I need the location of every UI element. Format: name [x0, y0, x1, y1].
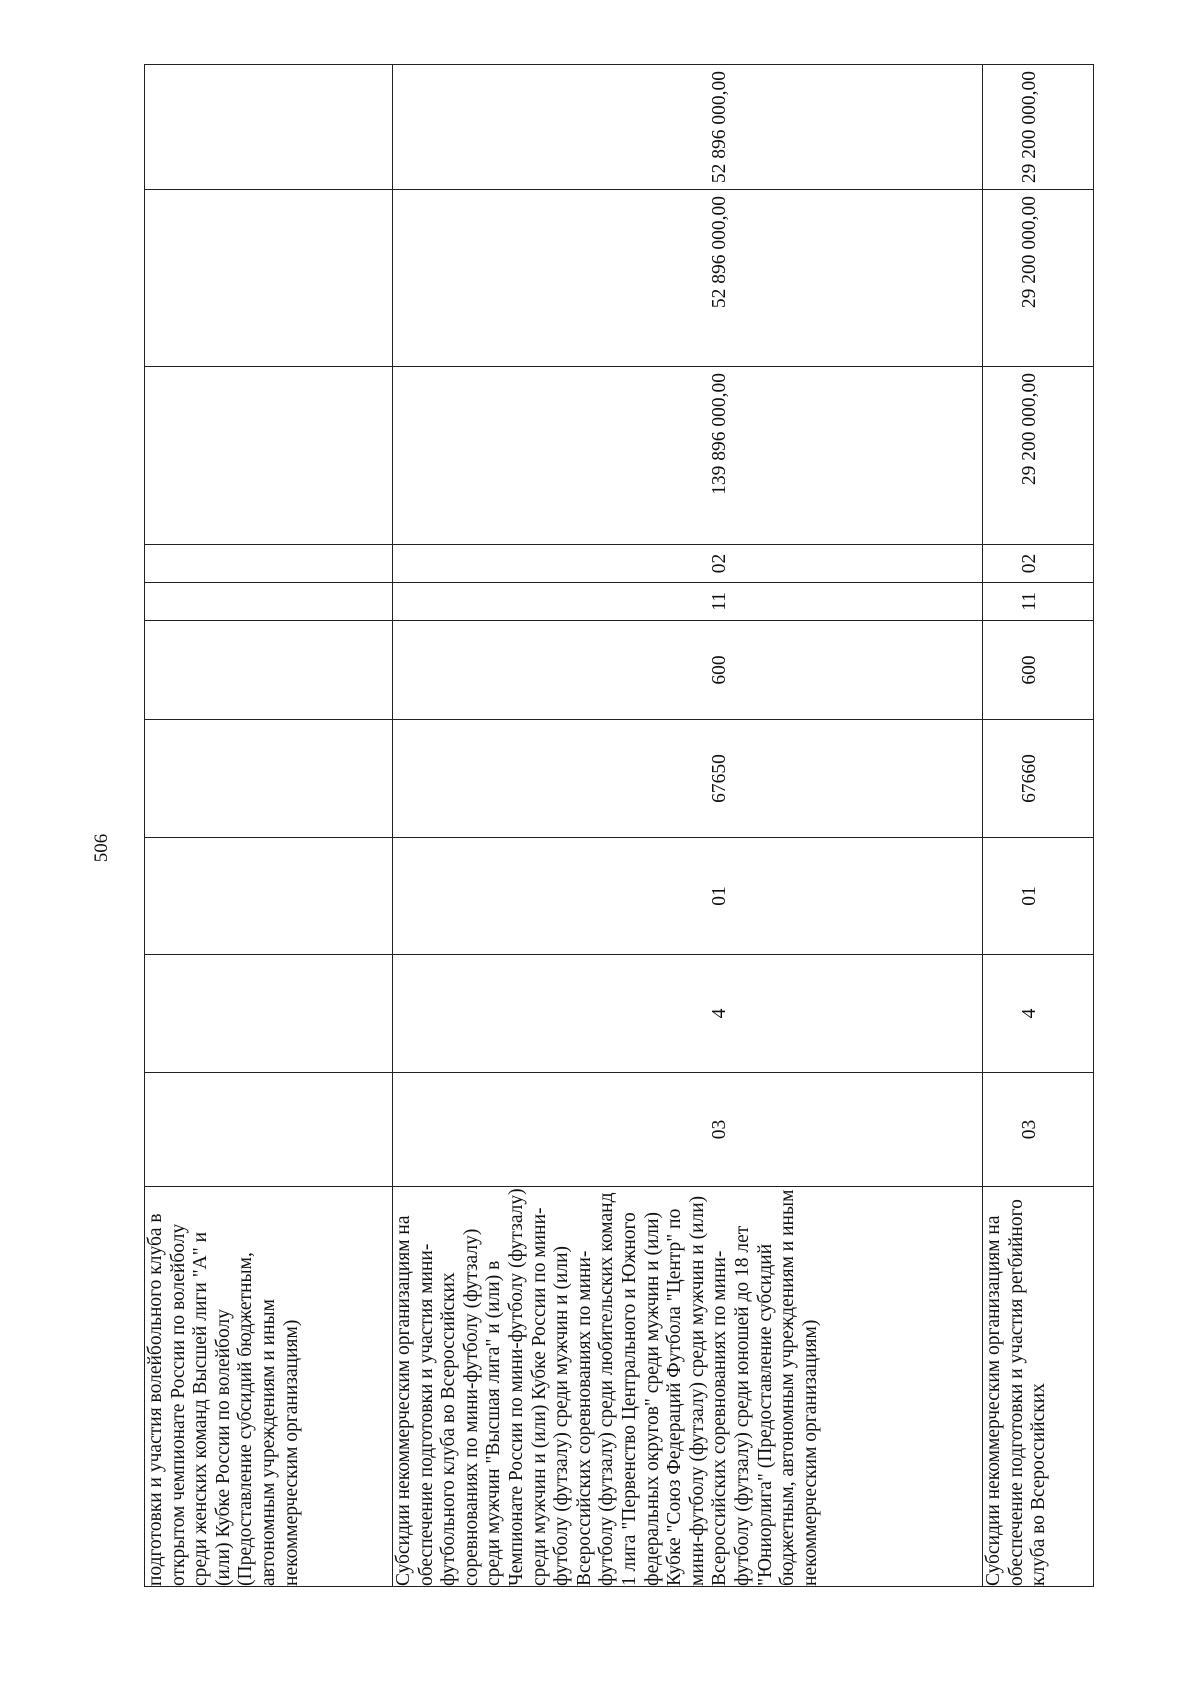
table-row	[145, 65, 393, 1587]
pp-code: 4	[983, 955, 1094, 1073]
pp-code	[145, 955, 393, 1073]
gp-code: 03	[393, 1073, 983, 1187]
sum-year-1: 139 896 000,00	[393, 367, 983, 545]
rz-code: 11	[393, 583, 983, 621]
gp-code	[145, 1073, 393, 1187]
om-code: 01	[393, 838, 983, 955]
rz-code: 11	[983, 583, 1094, 621]
gp-code: 03	[983, 1073, 1094, 1187]
direction-code	[145, 720, 393, 838]
direction-code: 67660	[983, 720, 1094, 838]
om-code	[145, 838, 393, 955]
row-description: Субсидии некоммерческим организациям на обеспечение подготовки и участия мини-футбольного клуба во Всероссийских соревнованиях по мини-футболу (футзалу) среди мужчин "Высшая лига" и (или) в Чемпионате России по мини-футболу (футзалу) среди мужчин и (или) Кубке России по мини-футболу (футзалу) среди мужчин и (или) Всероссийских соревнованиях по мини-футболу (футзалу) среди любительских команд 1 лига "Первенство Центрального и Южного федеральных округов" среди мужчин и (или) Кубке "Союз Федераций Футбола "Центр" по мини-футболу (футзалу) среди мужчин и (или) Всероссийских соревнованиях по мини-футболу (футзалу) среди юношей до 18 лет "Юниорлига" (Предоставление субсидий бюджетным, автономным учреждениям и иным некоммерческим организациям)	[393, 1187, 983, 1587]
sum-year-2: 52 896 000,00	[393, 190, 983, 367]
pr-code: 02	[983, 545, 1094, 583]
rz-code	[145, 583, 393, 621]
direction-code: 67650	[393, 720, 983, 838]
sum-year-3: 52 896 000,00	[393, 65, 983, 190]
sum-year-3: 29 200 000,00	[983, 65, 1094, 190]
row-description: Субсидии некоммерческим организациям на обеспечение подготовки и участия регбийного клуба во Всероссийских	[983, 1187, 1094, 1587]
pr-code: 02	[393, 545, 983, 583]
sum-year-2	[145, 190, 393, 367]
vr-code: 600	[983, 621, 1094, 720]
vr-code: 600	[393, 621, 983, 720]
vr-code	[145, 621, 393, 720]
page-number: 506	[91, 833, 112, 863]
sum-year-1: 29 200 000,00	[983, 367, 1094, 545]
sum-year-2: 29 200 000,00	[983, 190, 1094, 367]
table-row	[983, 65, 1094, 1587]
sum-year-1	[145, 367, 393, 545]
pr-code	[145, 545, 393, 583]
sum-year-3	[145, 65, 393, 190]
row-description: подготовки и участия волейбольного клуба в открытом чемпионате России по волейболу среди женских команд Высшей лиги "А" и (или) Кубке России по волейболу (Предоставление субсидий бюджетным, автономным учреждениям и иным некоммерческим организациям)	[145, 1187, 393, 1587]
table-row	[393, 65, 983, 1587]
budget-table	[144, 64, 1094, 1587]
pp-code: 4	[393, 955, 983, 1073]
om-code: 01	[983, 838, 1094, 955]
budget-table-rotated	[144, 65, 1090, 1587]
